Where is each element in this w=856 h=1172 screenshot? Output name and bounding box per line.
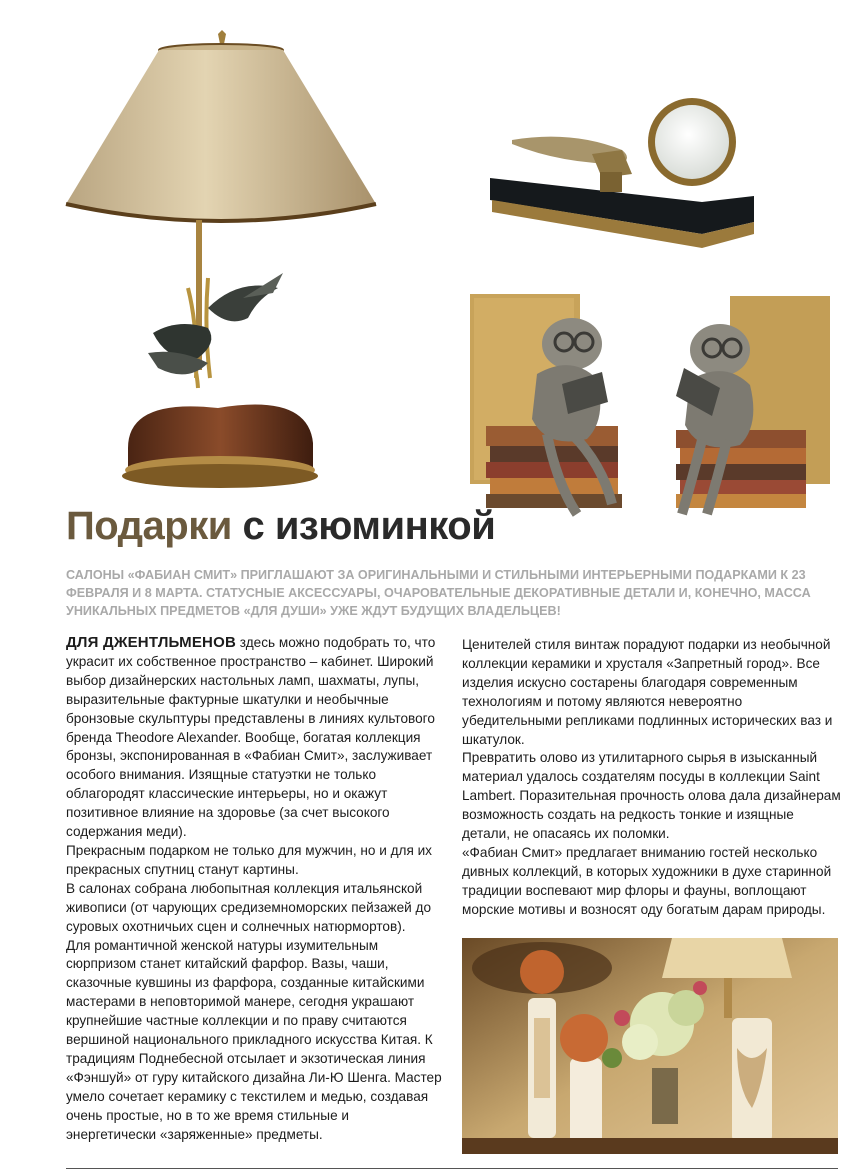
left-paragraph-1-text: здесь можно подобрать то, что украсит их собственное пространство – кабинет. Широкий выбор дизайнерских настольных ламп, шахматы, лупы, выразительные фактурные шкатулки и необычные бронзовые скульптуры представлены в линиях культового бренда Theodore Alexander. Вообще, богатая коллекция бронзы, экспонированная в «Фабиан Смит», заслуживает особого внимания. Изящные статуэтки не только облагородят классические интерьеры, но и окажут позитивное влияние на здоровье (за счет высокого содержания меди). — [66, 635, 436, 840]
right-paragraph-2: Превратить олово из утилитарного сырья в изысканный материал удалось создателям посуды в коллекции Saint Lambert. Поразительная прочность олова дала дизайнерам возможность создать на редкость тонкие и изящные детали, не опасаясь их поломки. — [462, 750, 841, 842]
bottom-divider — [66, 1168, 838, 1169]
left-paragraph-4: Для романтичной женской натуры изумительным сюрпризом станет китайский фарфор. Вазы, чаши, сказочные кувшины из фарфора, созданные китайскими мастерами в неповторимой манере, сегодня украшают крупнейшие частные коллекции и по праву считаются вершиной национального прикладного искусства Китая. К традициям Поднебесной отсылает и экзотическая линия «Фэншуй» от гуру китайского дизайна Ли-Ю Шенга. Мастер умело сочетает керамику с текстилем и медью, создавая очень простые, но в то же время стильные и энергетически «заряженные» предметы. — [66, 937, 442, 1142]
title-part-2: с изюминкой — [242, 504, 496, 548]
right-paragraph-1: Ценителей стиля винтаж порадуют подарки из необычной коллекции керамики и хрусталя «Запретный город». Все изделия искусно состарены благодаря современным технологиям и потому являются невероятно убедительными репликами подлинных исторических ваз и шкатулок. — [462, 637, 833, 747]
left-paragraph-3: В салонах собрана любопытная коллекция итальянской живописи (от чарующих средиземноморских пейзажей до суровых охотничьих сцен и солнечных натюрмортов). — [66, 880, 432, 934]
right-column — [462, 636, 842, 920]
left-paragraph-2: Прекрасным подарком не только для мужчин, но и для их прекрасных спутниц станут картины. — [66, 842, 432, 877]
left-paragraph-1 — [66, 634, 442, 842]
table-lamp-photo — [58, 28, 388, 498]
interior-photo — [462, 938, 838, 1154]
page-title — [66, 500, 495, 552]
right-paragraph-3: «Фабиан Смит» предлагает вниманию гостей несколько дивных коллекций, в которых художники в духе старинной традиции воспевают мир флоры и фауны, воплощают морские мотивы и возносят оду богатым дарам природы. — [462, 844, 832, 917]
magnifier-photo — [482, 92, 762, 250]
left-column — [66, 634, 442, 1144]
monkey-bookends-photo — [462, 284, 840, 534]
title-part-1: Подарки — [66, 504, 232, 548]
section-kicker: ДЛЯ ДЖЕНТЛЬМЕНОВ — [66, 634, 236, 651]
lead-paragraph: САЛОНЫ «ФАБИАН СМИТ» ПРИГЛАШАЮТ ЗА ОРИГИНАЛЬНЫМИ И СТИЛЬНЫМИ ИНТЕРЬЕРНЫМИ ПОДАРКАМИ К 23 ФЕВРАЛЯ И 8 МАРТА. СТАТУСНЫЕ АКСЕССУАРЫ, ОЧАРОВАТЕЛЬНЫЕ ДЕКОРАТИВНЫЕ ДЕТАЛИ И, КОНЕЧНО, МАССА УНИКАЛЬНЫХ ПРЕДМЕТОВ «ДЛЯ ДУШИ» УЖЕ ЖДУТ БУДУЩИХ ВЛАДЕЛЬЦЕВ! — [66, 568, 811, 618]
